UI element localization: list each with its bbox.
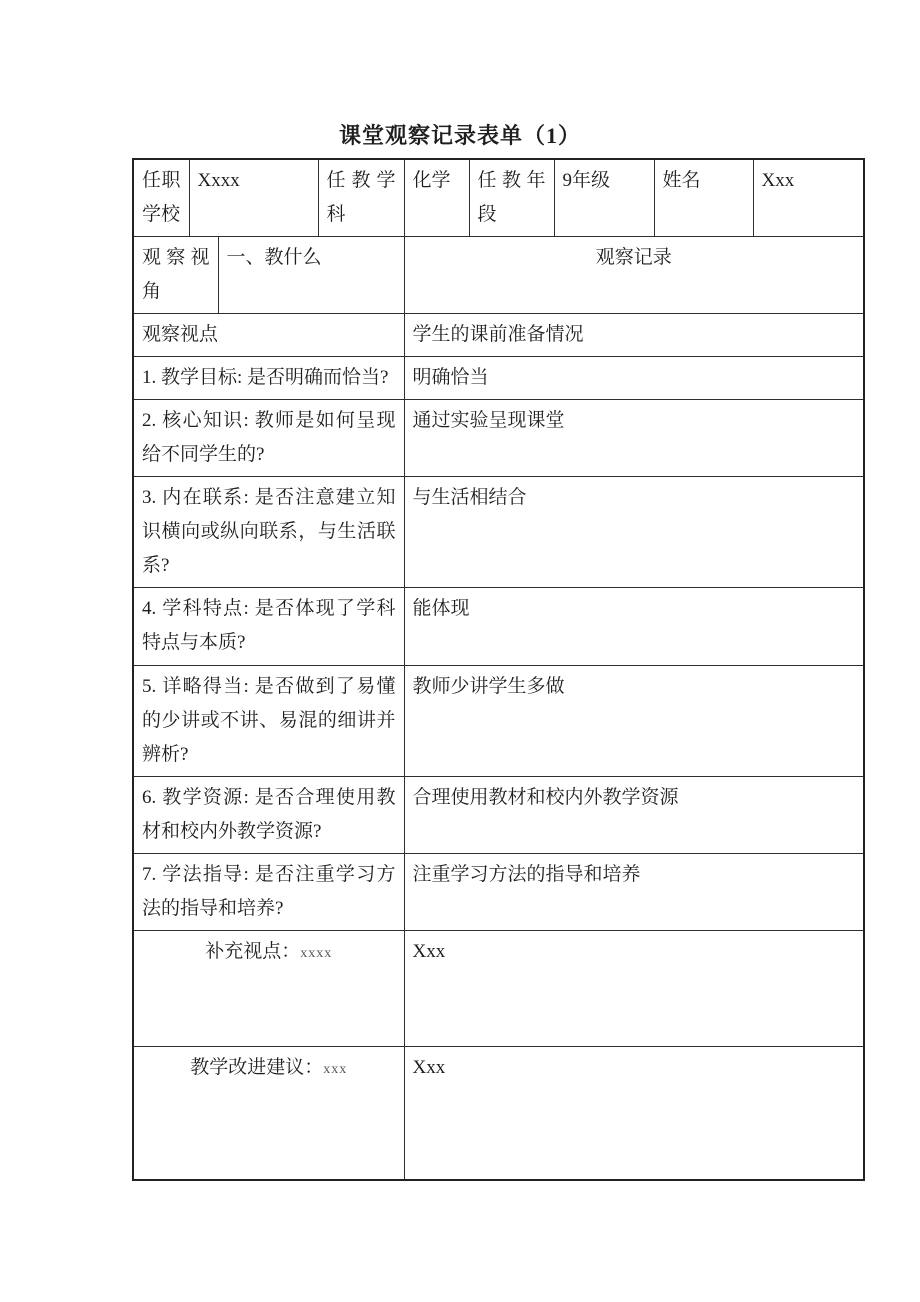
table-row-supplement: [133, 931, 864, 1047]
item-record: 通过实验呈现课堂: [404, 400, 864, 477]
table-row-item-6: [133, 777, 864, 854]
grade-value: 9年级: [554, 159, 654, 237]
name-value: Xxx: [753, 159, 864, 237]
name-label: 姓名: [654, 159, 753, 237]
viewpoint-label: 观察视点: [133, 314, 404, 357]
table-row-item-1: [133, 357, 864, 400]
supplement-label-cell: [133, 931, 404, 1047]
grade-label: 任教年段: [469, 159, 554, 237]
item-question: 4. 学科特点: 是否体现了学科特点与本质?: [133, 588, 404, 666]
item-record: 教师少讲学生多做: [404, 666, 864, 777]
school-label: 任职学校: [133, 159, 189, 237]
item-question: 2. 核心知识: 教师是如何呈现给不同学生的?: [133, 400, 404, 477]
suggestion-record: Xxx: [404, 1047, 864, 1180]
item-question: 6. 教学资源: 是否合理使用教材和校内外教学资源?: [133, 777, 404, 854]
table-row-suggestion: [133, 1047, 864, 1180]
perspective-label: 观察视角: [133, 237, 218, 314]
record-column-header: 观察记录: [404, 237, 864, 314]
item-question: 5. 详略得当: 是否做到了易懂的少讲或不讲、易混的细讲并辨析?: [133, 666, 404, 777]
supplement-placeholder: xxxx: [300, 946, 333, 961]
item-record: 合理使用教材和校内外教学资源: [404, 777, 864, 854]
suggestion-label: 教学改进建议：: [190, 1057, 324, 1078]
table-row-item-5: [133, 666, 864, 777]
item-question: 1. 教学目标: 是否明确而恰当?: [133, 357, 404, 400]
item-record: 与生活相结合: [404, 477, 864, 588]
item-record: 明确恰当: [404, 357, 864, 400]
table-row-info: [133, 159, 864, 237]
table-row-viewpoint: [133, 314, 864, 357]
item-question: 3. 内在联系: 是否注意建立知识横向或纵向联系，与生活联系?: [133, 477, 404, 588]
school-value: Xxxx: [189, 159, 318, 237]
table-row-item-7: [133, 854, 864, 931]
perspective-value: 一、教什么: [218, 237, 404, 314]
item-question: 7. 学法指导: 是否注重学习方法的指导和培养?: [133, 854, 404, 931]
suggestion-placeholder: xxx: [323, 1062, 348, 1077]
table-row-item-4: [133, 588, 864, 666]
supplement-label: 补充视点：: [205, 941, 301, 962]
item-record: 能体现: [404, 588, 864, 666]
supplement-record: Xxx: [404, 931, 864, 1047]
page-title: 课堂观察记录表单（1）: [338, 123, 581, 148]
table-row-perspective: [133, 237, 864, 314]
table-row-item-2: [133, 400, 864, 477]
viewpoint-record: 学生的课前准备情况: [404, 314, 864, 357]
suggestion-label-cell: [133, 1047, 404, 1180]
table-row-item-3: [133, 477, 864, 588]
subject-label: 任教学科: [318, 159, 404, 237]
subject-value: 化学: [404, 159, 469, 237]
item-record: 注重学习方法的指导和培养: [404, 854, 864, 931]
observation-table: [132, 158, 865, 1181]
